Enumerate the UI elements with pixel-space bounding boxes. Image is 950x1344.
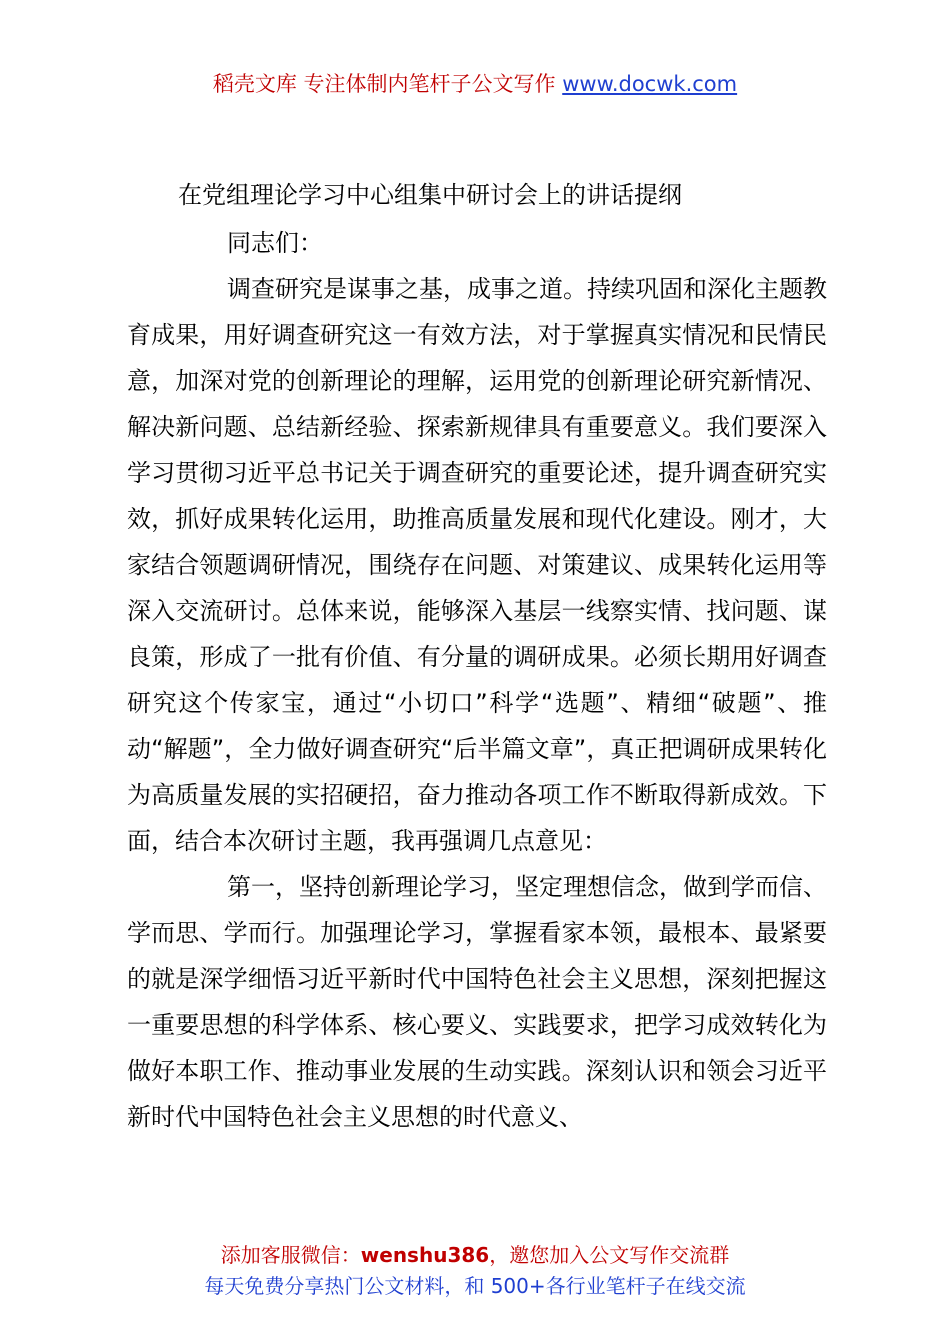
body-paragraph: 第一，坚持创新理论学习，坚定理想信念，做到学而信、学而思、学而行。加强理论学习，掌握看家本领，最根本、最紧要的就是深学细悟习近平新时代中国特色社会主义思想，深刻把握这一重要思想的科学体系、核心要义、实践要求，把学习成效转化为做好本职工作、推动事业发展的生动实践。深刻认识和领会习近平新时代中国特色社会主义思想的时代意义、	[127, 873, 827, 1131]
footer-contact-prefix: 添加客服微信：	[220, 1243, 361, 1267]
brand-slogan: 稻壳文库 专注体制内笔杆子公文写作	[212, 72, 563, 96]
document-body	[127, 220, 827, 1140]
document-title: 在党组理论学习中心组集中研讨会上的讲话提纲	[178, 181, 682, 209]
footer-contact-line	[0, 1240, 950, 1271]
promo-footer	[0, 1240, 950, 1302]
salutation: 同志们：	[227, 229, 323, 257]
footer-contact-suffix: ，邀您加入公文写作交流群	[489, 1243, 730, 1267]
footer-promo-line: 每天免费分享热门公文材料，和 500+各行业笔杆子在线交流	[204, 1274, 746, 1298]
site-url-link[interactable]: www.docwk.com	[562, 72, 738, 96]
body-paragraph: 调查研究是谋事之基，成事之道。持续巩固和深化主题教育成果，用好调查研究这一有效方法，对于掌握真实情况和民情民意，加深对党的创新理论的理解，运用党的创新理论研究新情况、解决新问题、总结新经验、探索新规律具有重要意义。我们要深入学习贯彻习近平总书记关于调查研究的重要论述，提升调查研究实效，抓好成果转化运用，助推高质量发展和现代化建设。刚才，大家结合领题调研情况，围绕存在问题、对策建议、成果转化运用等深入交流研讨。总体来说，能够深入基层一线察实情、找问题、谋良策，形成了一批有价值、有分量的调研成果。必须长期用好调查研究这个传家宝，通过“小切口”科学“选题”、精细“破题”、推动“解题”，全力做好调查研究“后半篇文章”，真正把调研成果转化为高质量发展的实招硬招，奋力推动各项工作不断取得新成效。下面，结合本次研讨主题，我再强调几点意见：	[127, 275, 827, 855]
wechat-id: wenshu386	[360, 1243, 490, 1267]
site-header	[0, 70, 950, 98]
